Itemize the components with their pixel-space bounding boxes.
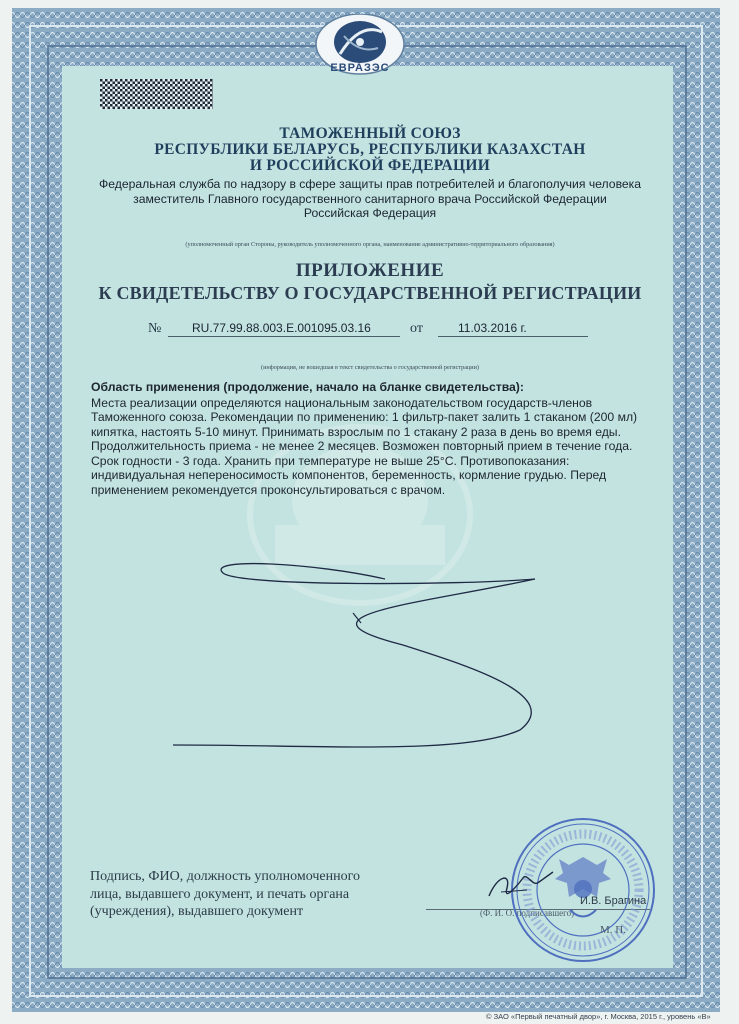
registration-date: 11.03.2016 г.: [458, 321, 527, 335]
seal-place-label: М. П.: [600, 924, 626, 936]
agency-line-1: Федеральная служба по надзору в сфере защиты прав потребителей и благополучия человека: [98, 177, 642, 191]
union-line-1: ТАМОЖЕННЫЙ СОЮЗ: [279, 125, 461, 142]
union-line-2: РЕСПУБЛИКИ БЕЛАРУСЬ, РЕСПУБЛИКИ КАЗАХСТАН: [154, 141, 586, 158]
body-line-4: Продолжительность приема - не менее 2 месяцев. Возможен повторный прием в течение года.: [91, 439, 633, 453]
signature-caption: [90, 868, 420, 921]
customs-union-heading: [70, 126, 670, 174]
number-underline: [168, 336, 400, 337]
body-line-6: индивидуальная непереносимость компонентов, беременность, кормление грудью. Перед: [91, 468, 607, 482]
agency-line-2: заместитель Главного государственного санитарного врача Российской Федерации: [133, 191, 607, 206]
fio-label: (Ф. И. О. подписавшего): [480, 908, 575, 918]
annex-title: [70, 260, 670, 304]
signer-name: И.В. Брагина: [580, 895, 647, 907]
scope-heading: Область применения (продолжение, начало на бланке свидетельства):: [91, 380, 524, 394]
caption-line-2: лица, выдавшего документ, и печать органа: [90, 886, 350, 902]
blank-space-strikeout: [165, 545, 545, 765]
number-label: №: [148, 321, 162, 336]
registration-number-row: [148, 319, 598, 339]
agency-line-3: Российская Федерация: [303, 206, 437, 220]
caption-line-3: (учреждения), выдавшего документ: [90, 904, 304, 919]
authority-note: (уполномоченный орган Стороны, руководитель уполномоченного органа, наименование административно-территориального образования): [185, 241, 555, 248]
date-underline: [438, 336, 588, 337]
registration-number: RU.77.99.88.003.E.001095.03.16: [192, 321, 371, 335]
printer-footer: © ЗАО «Первый печатный двор», г. Москва, 2015 г., уровень «В»: [486, 1012, 711, 1021]
caption-line-1: Подпись, ФИО, должность уполномоченного: [90, 869, 360, 884]
body-line-5: Срок годности - 3 года. Хранить при температуре не выше 25°С. Противопоказания:: [91, 453, 570, 468]
evrazes-label: ЕВРАЗЭС: [330, 62, 390, 74]
serial-number-block: [100, 79, 213, 109]
application-scope-text: [91, 380, 657, 497]
title-line-2: К СВИДЕТЕЛЬСТВУ О ГОСУДАРСТВЕННОЙ РЕГИСТРАЦИИ: [98, 283, 642, 303]
handwritten-signature: [487, 866, 557, 906]
body-line-7: применением рекомендуется проконсультироваться с врачом.: [91, 482, 446, 497]
body-line-1: Места реализации определяются национальным законодательством государств-членов: [91, 395, 593, 410]
union-line-3: И РОССИЙСКОЙ ФЕДЕРАЦИИ: [249, 157, 491, 174]
issuing-agency: [70, 177, 670, 221]
info-note: (информация, не вошедшая в текст свидетельства о государственной регистрации): [261, 364, 479, 371]
title-line-1: ПРИЛОЖЕНИЕ: [295, 260, 445, 281]
date-label: от: [410, 321, 423, 336]
evrazes-emblem: [310, 14, 410, 80]
body-line-3: кипятка, настоять 5-10 минут. Принимать взрослым по 1 стакану 2 раза в день во время еды.: [91, 424, 621, 439]
body-line-2: Таможенного союза. Рекомендации по применению: 1 фильтр-пакет залить 1 стаканом (200 мл): [91, 410, 638, 424]
